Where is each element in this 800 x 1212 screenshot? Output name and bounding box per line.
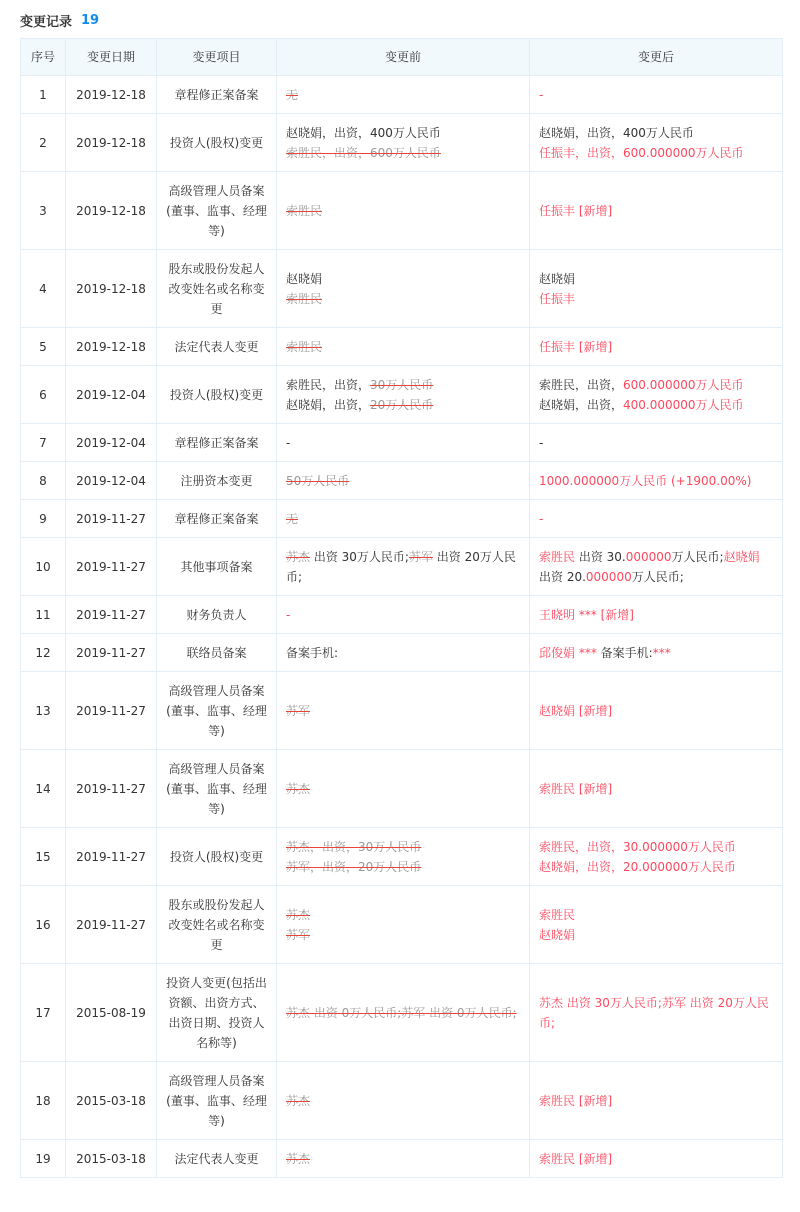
cell-item: 投资人变更(包括出资额、出资方式、出资日期、投资人名称等)	[157, 964, 277, 1062]
added-value: 索胜民	[539, 549, 576, 564]
cell-item: 投资人(股权)变更	[157, 366, 277, 424]
before-line	[286, 925, 520, 945]
removed-value: 无	[286, 511, 299, 526]
cell-item: 章程修正案备案	[157, 500, 277, 538]
value-text: 出资 20万人民币;	[286, 549, 516, 584]
added-value: 赵晓娟	[723, 549, 760, 564]
cell-before	[277, 1062, 530, 1140]
cell-date: 2019-11-27	[66, 538, 157, 596]
cell-no: 13	[21, 672, 66, 750]
cell-date: 2019-12-18	[66, 328, 157, 366]
cell-item: 其他事项备案	[157, 538, 277, 596]
added-value: 任振丰	[539, 291, 576, 306]
column-header-no: 序号	[21, 39, 66, 76]
removed-value: 苏杰 出资 0万人民币;苏军 出资 0万人民币;	[286, 1005, 517, 1020]
cell-no: 6	[21, 366, 66, 424]
cell-after	[530, 500, 783, 538]
before-line	[286, 905, 520, 925]
before-line	[286, 509, 520, 529]
before-line	[286, 143, 520, 163]
cell-date: 2019-12-18	[66, 250, 157, 328]
table-row	[21, 366, 783, 424]
value-text: 赵晓娟	[539, 271, 576, 286]
value-text: 赵晓娟	[286, 271, 323, 286]
cell-item: 法定代表人变更	[157, 1140, 277, 1178]
cell-item: 股东或股份发起人改变姓名或名称变更	[157, 886, 277, 964]
removed-value: 索胜民，出资，600万人民币	[286, 145, 441, 160]
table-row	[21, 250, 783, 328]
cell-item: 股东或股份发起人改变姓名或名称变更	[157, 250, 277, 328]
after-line	[539, 337, 773, 357]
removed-value: 苏杰	[286, 1151, 311, 1166]
cell-date: 2015-08-19	[66, 964, 157, 1062]
cell-before	[277, 596, 530, 634]
cell-date: 2019-12-18	[66, 76, 157, 114]
before-line	[286, 289, 520, 309]
cell-date: 2015-03-18	[66, 1062, 157, 1140]
cell-date: 2019-11-27	[66, 500, 157, 538]
after-line	[539, 375, 773, 395]
table-row	[21, 828, 783, 886]
after-line	[539, 857, 773, 877]
after-line	[539, 85, 773, 105]
added-value: 1000.000000万人民币 (+1900.00%)	[539, 473, 752, 488]
added-value: -	[539, 511, 544, 526]
column-header-item: 变更项目	[157, 39, 277, 76]
cell-before	[277, 750, 530, 828]
cell-item: 投资人(股权)变更	[157, 114, 277, 172]
cell-item: 章程修正案备案	[157, 76, 277, 114]
value-text: 赵晓娟，出资，400万人民币	[286, 125, 441, 140]
record-count-badge: 19	[81, 12, 100, 28]
table-row	[21, 886, 783, 964]
cell-date: 2019-11-27	[66, 828, 157, 886]
removed-value: 苏杰，出资，30万人民币	[286, 839, 422, 854]
before-line	[286, 837, 520, 857]
table-header-row	[21, 39, 783, 76]
table-row	[21, 462, 783, 500]
cell-after	[530, 596, 783, 634]
table-row	[21, 328, 783, 366]
before-line	[286, 269, 520, 289]
removed-value: 索胜民	[286, 291, 323, 306]
cell-no: 1	[21, 76, 66, 114]
cell-before	[277, 634, 530, 672]
table-row	[21, 500, 783, 538]
cell-after	[530, 964, 783, 1062]
added-value: 000000	[625, 549, 672, 564]
cell-no: 14	[21, 750, 66, 828]
cell-before	[277, 672, 530, 750]
cell-item: 章程修正案备案	[157, 424, 277, 462]
cell-after	[530, 634, 783, 672]
added-value: 赵晓娟，出资，20.000000万人民币	[539, 859, 736, 874]
added-value: 邱俊娟 ***	[539, 645, 597, 660]
table-row	[21, 750, 783, 828]
cell-item: 投资人(股权)变更	[157, 828, 277, 886]
after-line	[539, 123, 773, 143]
section-title: 变更记录	[20, 14, 73, 30]
removed-value: 索胜民	[286, 339, 323, 354]
removed-value: 苏军	[408, 549, 433, 564]
removed-value: 20万人民币	[370, 397, 434, 412]
cell-after	[530, 250, 783, 328]
added-value: 索胜民 [新增]	[539, 781, 613, 796]
table-row	[21, 538, 783, 596]
cell-item: 高级管理人员备案(董事、监事、经理等)	[157, 672, 277, 750]
cell-item: 高级管理人员备案(董事、监事、经理等)	[157, 750, 277, 828]
removed-value: 无	[286, 87, 299, 102]
added-value: 任振丰 [新增]	[539, 203, 613, 218]
cell-no: 17	[21, 964, 66, 1062]
cell-no: 5	[21, 328, 66, 366]
cell-date: 2019-12-04	[66, 366, 157, 424]
added-value: 400.000000万人民币	[623, 397, 744, 412]
column-header-date: 变更日期	[66, 39, 157, 76]
after-line	[539, 905, 773, 925]
cell-after	[530, 328, 783, 366]
before-line	[286, 701, 520, 721]
value-text: 赵晓娟，出资，	[539, 397, 624, 412]
column-header-before: 变更前	[277, 39, 530, 76]
removed-value: 苏军	[286, 927, 311, 942]
cell-date: 2019-12-18	[66, 172, 157, 250]
cell-date: 2019-11-27	[66, 634, 157, 672]
before-line	[286, 201, 520, 221]
cell-no: 7	[21, 424, 66, 462]
table-row	[21, 672, 783, 750]
cell-before	[277, 250, 530, 328]
added-value: 000000	[585, 569, 632, 584]
before-line	[286, 1091, 520, 1111]
cell-after	[530, 1140, 783, 1178]
cell-after	[530, 366, 783, 424]
cell-date: 2019-11-27	[66, 672, 157, 750]
after-line	[539, 143, 773, 163]
before-line	[286, 337, 520, 357]
cell-no: 4	[21, 250, 66, 328]
cell-no: 12	[21, 634, 66, 672]
after-line	[539, 1149, 773, 1169]
removed-value: 苏杰	[286, 1093, 311, 1108]
before-line	[286, 857, 520, 877]
cell-after	[530, 424, 783, 462]
added-value: 索胜民，出资，30.000000万人民币	[539, 839, 736, 854]
table-row	[21, 964, 783, 1062]
value-text: 索胜民，出资，	[539, 377, 624, 392]
value-text: 万人民币;	[631, 569, 684, 584]
table-row	[21, 114, 783, 172]
change-records-table	[20, 38, 783, 1178]
before-line	[286, 779, 520, 799]
before-line	[286, 395, 520, 415]
cell-date: 2019-11-27	[66, 886, 157, 964]
cell-item: 联络员备案	[157, 634, 277, 672]
removed-value: 苏杰	[286, 907, 311, 922]
added-value: 苏杰 出资 30万人民币;苏军 出资 20万人民币;	[539, 995, 769, 1030]
value-text: -	[286, 435, 291, 450]
cell-before	[277, 328, 530, 366]
table-row	[21, 1140, 783, 1178]
removed-value: 苏杰	[286, 781, 311, 796]
added-value: -	[539, 87, 544, 102]
value-text: 备案手机:	[596, 645, 653, 660]
cell-before	[277, 366, 530, 424]
value-text: 万人民币;	[671, 549, 724, 564]
cell-date: 2019-11-27	[66, 750, 157, 828]
cell-before	[277, 114, 530, 172]
removed-value: 50万人民币	[286, 473, 350, 488]
cell-before	[277, 828, 530, 886]
after-line	[539, 643, 773, 663]
before-line	[286, 605, 520, 625]
added-value: 赵晓娟 [新增]	[539, 703, 613, 718]
before-line	[286, 471, 520, 491]
cell-item: 注册资本变更	[157, 462, 277, 500]
table-row	[21, 1062, 783, 1140]
cell-after	[530, 750, 783, 828]
removed-value: 苏军，出资，20万人民币	[286, 859, 422, 874]
added-value: 索胜民	[539, 907, 576, 922]
before-line	[286, 85, 520, 105]
value-text: 备案手机:	[286, 645, 339, 660]
cell-after	[530, 114, 783, 172]
value-text: 赵晓娟，出资，400万人民币	[539, 125, 694, 140]
cell-after	[530, 462, 783, 500]
value-text: 出资 20.	[539, 569, 586, 584]
after-line	[539, 925, 773, 945]
added-value: 索胜民 [新增]	[539, 1151, 613, 1166]
cell-after	[530, 886, 783, 964]
value-text: 出资 30.	[575, 549, 626, 564]
after-line	[539, 1091, 773, 1111]
after-line	[539, 547, 773, 587]
before-line	[286, 375, 520, 395]
cell-item: 高级管理人员备案(董事、监事、经理等)	[157, 1062, 277, 1140]
cell-after	[530, 76, 783, 114]
table-row	[21, 76, 783, 114]
cell-no: 15	[21, 828, 66, 886]
cell-no: 19	[21, 1140, 66, 1178]
added-value: 任振丰，出资，600.000000万人民币	[539, 145, 744, 160]
cell-before	[277, 172, 530, 250]
added-value: 任振丰 [新增]	[539, 339, 613, 354]
before-line	[286, 1149, 520, 1169]
before-line	[286, 547, 520, 587]
before-line	[286, 123, 520, 143]
cell-no: 9	[21, 500, 66, 538]
added-value: -	[286, 607, 291, 622]
added-value: 王晓明 *** [新增]	[539, 607, 634, 622]
cell-date: 2019-12-04	[66, 462, 157, 500]
removed-value: 索胜民	[286, 203, 323, 218]
after-line	[539, 201, 773, 221]
cell-no: 10	[21, 538, 66, 596]
cell-date: 2015-03-18	[66, 1140, 157, 1178]
value-text: 赵晓娟，出资，	[286, 397, 371, 412]
added-value: 600.000000万人民币	[623, 377, 744, 392]
after-line	[539, 433, 773, 453]
added-value: 索胜民 [新增]	[539, 1093, 613, 1108]
after-line	[539, 701, 773, 721]
cell-before	[277, 500, 530, 538]
cell-no: 2	[21, 114, 66, 172]
cell-before	[277, 886, 530, 964]
added-value: 赵晓娟	[539, 927, 576, 942]
cell-item: 法定代表人变更	[157, 328, 277, 366]
cell-no: 16	[21, 886, 66, 964]
removed-value: 苏杰	[286, 549, 311, 564]
cell-before	[277, 424, 530, 462]
after-line	[539, 269, 773, 289]
value-text: 索胜民，出资，	[286, 377, 371, 392]
removed-value: 苏军	[286, 703, 311, 718]
before-line	[286, 643, 520, 663]
after-line	[539, 509, 773, 529]
value-text: 出资 30万人民币;	[310, 549, 409, 564]
before-line	[286, 433, 520, 453]
cell-item: 财务负责人	[157, 596, 277, 634]
cell-date: 2019-12-04	[66, 424, 157, 462]
cell-before	[277, 1140, 530, 1178]
after-line	[539, 605, 773, 625]
table-row	[21, 172, 783, 250]
cell-before	[277, 76, 530, 114]
cell-after	[530, 672, 783, 750]
cell-before	[277, 538, 530, 596]
after-line	[539, 779, 773, 799]
cell-no: 3	[21, 172, 66, 250]
cell-after	[530, 1062, 783, 1140]
section-header	[20, 0, 782, 38]
cell-after	[530, 538, 783, 596]
cell-after	[530, 828, 783, 886]
after-line	[539, 471, 773, 491]
cell-no: 11	[21, 596, 66, 634]
cell-no: 18	[21, 1062, 66, 1140]
cell-item: 高级管理人员备案(董事、监事、经理等)	[157, 172, 277, 250]
cell-before	[277, 964, 530, 1062]
after-line	[539, 837, 773, 857]
removed-value: 30万人民币	[370, 377, 434, 392]
table-row	[21, 424, 783, 462]
table-row	[21, 634, 783, 672]
after-line	[539, 289, 773, 309]
before-line	[286, 1003, 520, 1023]
after-line	[539, 993, 773, 1033]
cell-no: 8	[21, 462, 66, 500]
value-text: -	[539, 435, 544, 450]
table-body	[21, 76, 783, 1178]
cell-after	[530, 172, 783, 250]
cell-date: 2019-11-27	[66, 596, 157, 634]
column-header-after: 变更后	[530, 39, 783, 76]
added-value: ***	[652, 645, 671, 660]
cell-before	[277, 462, 530, 500]
cell-date: 2019-12-18	[66, 114, 157, 172]
after-line	[539, 395, 773, 415]
table-row	[21, 596, 783, 634]
